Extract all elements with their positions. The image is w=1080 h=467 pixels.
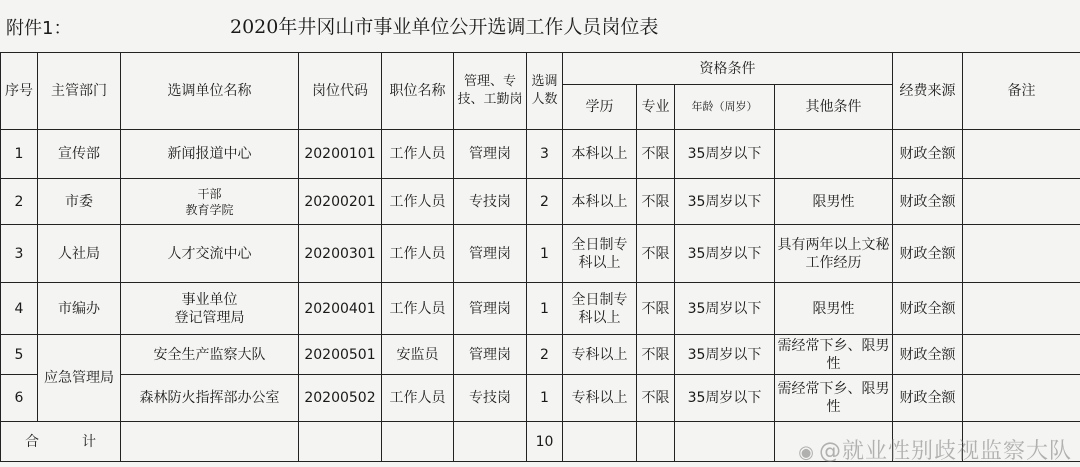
seq-cell: 2 <box>1 179 38 225</box>
position-cell: 工作人员 <box>382 179 454 225</box>
seq-cell: 5 <box>1 335 38 375</box>
code-cell: 20200101 <box>299 130 382 179</box>
age-cell: 35周岁以下 <box>675 130 775 179</box>
col-code: 岗位代码 <box>299 53 382 130</box>
position-cell: 工作人员 <box>382 283 454 335</box>
age-cell: 35周岁以下 <box>675 375 775 422</box>
unit-cell <box>121 283 299 335</box>
table-row <box>1 375 1080 422</box>
weibo-icon: ◉ <box>798 442 815 463</box>
dept-cell: 应急管理局 <box>38 335 121 422</box>
total-count: 10 <box>527 422 563 462</box>
unit-cell: 新闻报道中心 <box>121 130 299 179</box>
note-cell <box>963 375 1080 422</box>
type-cell: 专技岗 <box>454 179 527 225</box>
col-funding: 经费来源 <box>893 53 963 130</box>
total-label-right: 计 <box>81 433 96 450</box>
funding-cell: 财政全额 <box>893 225 963 283</box>
major-cell: 不限 <box>637 130 675 179</box>
major-cell: 不限 <box>637 375 675 422</box>
other-cell: 限男性 <box>775 283 893 335</box>
age-cell: 35周岁以下 <box>675 335 775 375</box>
code-cell: 20200301 <box>299 225 382 283</box>
other-cell: 具有两年以上文秘工作经历 <box>775 225 893 283</box>
col-unit: 选调单位名称 <box>121 53 299 130</box>
col-dept: 主管部门 <box>38 53 121 130</box>
dept-cell: 市委 <box>38 179 121 225</box>
note-cell <box>963 283 1080 335</box>
table-row <box>1 130 1080 179</box>
edu-cell: 专科以上 <box>563 375 637 422</box>
unit-line-1: 事业单位 <box>181 291 238 308</box>
count-cell: 2 <box>527 335 563 375</box>
unit-cell <box>121 179 299 225</box>
funding-cell: 财政全额 <box>893 179 963 225</box>
code-cell: 20200502 <box>299 375 382 422</box>
col-other: 其他条件 <box>775 85 893 130</box>
document-title: 2020年井冈山市事业单位公开选调工作人员岗位表 <box>230 16 659 38</box>
position-cell: 工作人员 <box>382 375 454 422</box>
edu-cell: 专科以上 <box>563 335 637 375</box>
col-note: 备注 <box>963 53 1080 130</box>
funding-cell: 财政全额 <box>893 283 963 335</box>
col-position: 职位名称 <box>382 53 454 130</box>
funding-cell: 财政全额 <box>893 130 963 179</box>
count-cell: 1 <box>527 375 563 422</box>
funding-cell: 财政全额 <box>893 375 963 422</box>
type-cell: 管理岗 <box>454 130 527 179</box>
dept-cell: 宣传部 <box>38 130 121 179</box>
col-count: 选调人数 <box>527 53 563 130</box>
position-table <box>0 52 1080 462</box>
table-row <box>1 335 1080 375</box>
col-edu: 学历 <box>563 85 637 130</box>
edu-cell: 全日制专科以上 <box>563 225 637 283</box>
code-cell: 20200201 <box>299 179 382 225</box>
seq-cell: 4 <box>1 283 38 335</box>
count-cell: 2 <box>527 179 563 225</box>
col-seq: 序号 <box>1 53 38 130</box>
edu-cell: 全日制专科以上 <box>563 283 637 335</box>
other-cell: 需经常下乡、限男性 <box>775 335 893 375</box>
position-cell: 安监员 <box>382 335 454 375</box>
total-label <box>1 422 121 462</box>
edu-cell: 本科以上 <box>563 179 637 225</box>
watermark <box>798 434 1072 465</box>
header-row-1 <box>1 53 1080 85</box>
position-cell: 工作人员 <box>382 130 454 179</box>
code-cell: 20200401 <box>299 283 382 335</box>
table-row <box>1 179 1080 225</box>
age-cell: 35周岁以下 <box>675 179 775 225</box>
col-age: 年龄（周岁） <box>675 85 775 130</box>
position-cell: 工作人员 <box>382 225 454 283</box>
unit-cell: 森林防火指挥部办公室 <box>121 375 299 422</box>
unit-line-1: 干部 <box>197 186 222 201</box>
count-cell: 3 <box>527 130 563 179</box>
edu-cell: 本科以上 <box>563 130 637 179</box>
note-cell <box>963 130 1080 179</box>
other-cell: 限男性 <box>775 179 893 225</box>
total-label-left: 合 <box>25 433 40 450</box>
unit-cell: 人才交流中心 <box>121 225 299 283</box>
type-cell: 专技岗 <box>454 375 527 422</box>
table-row <box>1 283 1080 335</box>
seq-cell: 1 <box>1 130 38 179</box>
major-cell: 不限 <box>637 283 675 335</box>
unit-line-2: 登记管理局 <box>174 309 245 326</box>
count-cell: 1 <box>527 283 563 335</box>
count-cell: 1 <box>527 225 563 283</box>
dept-cell: 人社局 <box>38 225 121 283</box>
major-cell: 不限 <box>637 179 675 225</box>
col-qualifications: 资格条件 <box>563 53 893 85</box>
code-cell: 20200501 <box>299 335 382 375</box>
major-cell: 不限 <box>637 335 675 375</box>
col-type: 管理、专技、工勤岗 <box>454 53 527 130</box>
age-cell: 35周岁以下 <box>675 283 775 335</box>
dept-cell: 市编办 <box>38 283 121 335</box>
type-cell: 管理岗 <box>454 283 527 335</box>
document-header <box>0 0 1080 52</box>
unit-cell: 安全生产监察大队 <box>121 335 299 375</box>
attachment-label: 附件1： <box>6 18 72 39</box>
major-cell: 不限 <box>637 225 675 283</box>
note-cell <box>963 179 1080 225</box>
watermark-text: @就业性别歧视监察大队 <box>818 439 1072 464</box>
type-cell: 管理岗 <box>454 225 527 283</box>
col-major: 专业 <box>637 85 675 130</box>
unit-line-2: 教育学院 <box>185 202 234 217</box>
type-cell: 管理岗 <box>454 335 527 375</box>
seq-cell: 3 <box>1 225 38 283</box>
age-cell: 35周岁以下 <box>675 225 775 283</box>
note-cell <box>963 225 1080 283</box>
note-cell <box>963 335 1080 375</box>
other-cell <box>775 130 893 179</box>
seq-cell: 6 <box>1 375 38 422</box>
table-row <box>1 225 1080 283</box>
funding-cell: 财政全额 <box>893 335 963 375</box>
other-cell: 需经常下乡、限男性 <box>775 375 893 422</box>
